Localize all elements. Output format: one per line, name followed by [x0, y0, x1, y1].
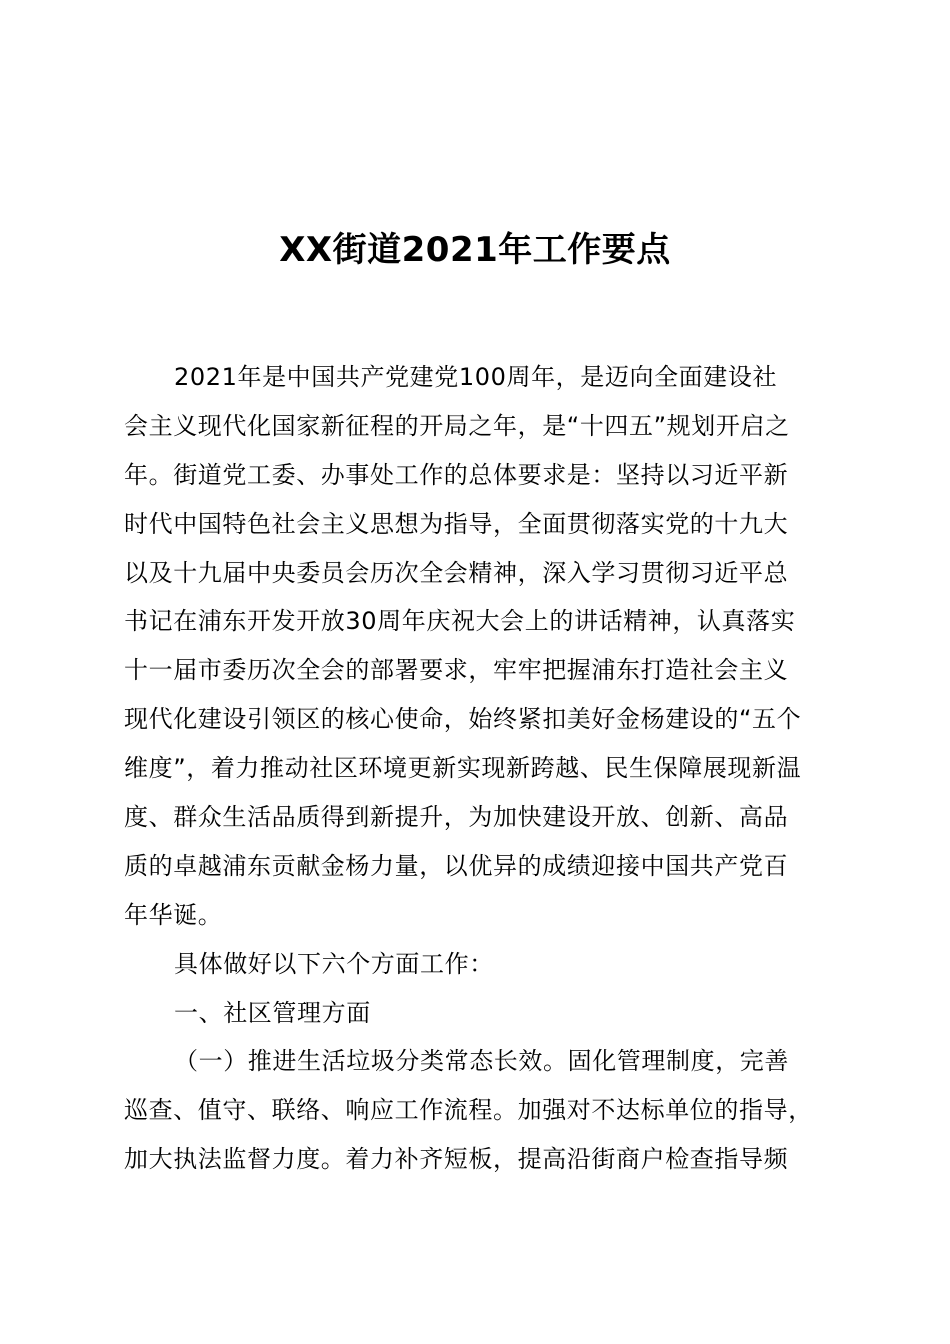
body-line: 十一届市委历次全会的部署要求，牢牢把握浦东打造社会主义 [124, 656, 789, 685]
body-line: 加大执法监督力度。着力补齐短板，提高沿街商户检查指导频 [124, 1145, 789, 1174]
body-line: 度、群众生活品质得到新提升，为加快建设开放、创新、高品 [124, 803, 789, 832]
document-title: XX街道2021年工作要点 [279, 230, 671, 270]
body-line: 2021年是中国共产党建党100周年，是迈向全面建设社 [174, 363, 778, 391]
body-line: （一）推进生活垃圾分类常态长效。固化管理制度，完善 [174, 1047, 789, 1076]
body-line: 现代化建设引领区的核心使命，始终紧扣美好金杨建设的“五个 [124, 705, 802, 734]
body-line: 年华诞。 [124, 900, 223, 929]
body-line: 巡查、值守、联络、响应工作流程。加强对不达标单位的指导， [124, 1096, 813, 1125]
document-body [124, 353, 842, 1184]
body-line: 会主义现代化国家新征程的开局之年，是“十四五”规划开启之 [124, 411, 790, 440]
body-line: 书记在浦东开发开放30周年庆祝大会上的讲话精神，认真落实 [124, 607, 796, 636]
body-line: 质的卓越浦东贡献金杨力量，以优异的成绩迎接中国共产党百 [124, 851, 789, 880]
body-line: 维度”，着力推动社区环境更新实现新跨越、民生保障展现新温 [124, 754, 802, 783]
section-heading: 一、社区管理方面 [174, 998, 371, 1027]
body-line: 具体做好以下六个方面工作： [174, 949, 494, 978]
body-line: 时代中国特色社会主义思想为指导，全面贯彻落实党的十九大 [124, 509, 789, 538]
body-line: 年。街道党工委、办事处工作的总体要求是：坚持以习近平新 [124, 460, 789, 489]
body-line: 以及十九届中央委员会历次全会精神，深入学习贯彻习近平总 [124, 558, 789, 587]
